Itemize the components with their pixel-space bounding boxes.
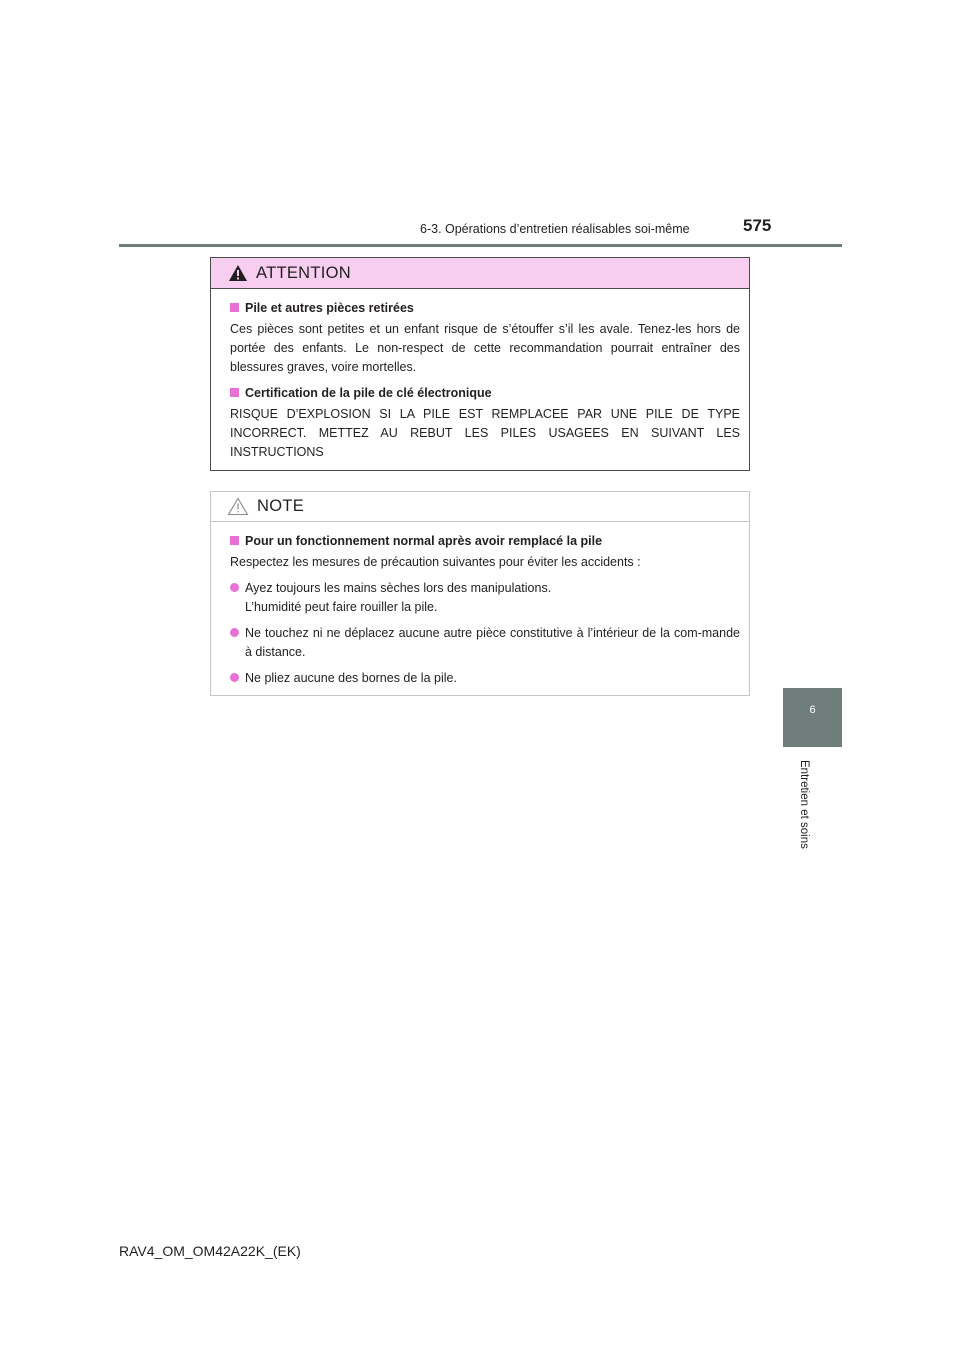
- header-rule: [119, 244, 842, 247]
- page-number: 575: [743, 216, 772, 235]
- attention-section-text: RISQUE D’EXPLOSION SI LA PILE EST REMPLACEE PAR UNE PILE DE TYPE INCORRECT. METTEZ AU REBUT LES PILES USAGEES EN SUIVANT LES INSTRUCTIONS: [230, 407, 740, 459]
- note-header: [211, 492, 749, 522]
- attention-header: [211, 258, 749, 289]
- note-heading: Pour un fonctionnement normal après avoir remplacé la pile: [245, 534, 603, 548]
- list-item-text: Ne touchez ni ne déplacez aucune autre pièce constitutive à l’intérieur de la com-mande à distance.: [245, 626, 740, 659]
- note-body: [211, 522, 749, 688]
- chapter-title: Entretien et soins: [798, 760, 810, 849]
- chapter-tab: [783, 688, 842, 747]
- square-bullet-icon: [230, 388, 239, 397]
- attention-box: [210, 257, 750, 471]
- list-item: [230, 624, 740, 662]
- note-title: NOTE: [257, 497, 305, 515]
- note-section-heading: [230, 532, 740, 551]
- square-bullet-icon: [230, 303, 239, 312]
- list-item-text: Ne pliez aucune des bornes de la pile.: [245, 671, 457, 685]
- round-bullet-icon: [230, 673, 239, 682]
- attention-section-heading: [230, 299, 740, 318]
- round-bullet-icon: [230, 583, 239, 592]
- attention-heading-2: Certification de la pile de clé électronique: [245, 386, 492, 400]
- attention-section-heading: [230, 384, 740, 403]
- warning-triangle-filled-icon: [228, 264, 248, 282]
- list-item-text: [245, 579, 740, 617]
- attention-title: ATTENTION: [256, 263, 351, 282]
- list-item-line: L’humidité peut faire rouiller la pile.: [245, 600, 438, 614]
- attention-section-text: Ces pièces sont petites et un enfant risque de s’étouffer s’il les avale. Tenez-les hors de portée des enfants. Le non-respect de cette recommandation pourrait entraîner des blessures graves, voire mortelles.: [230, 322, 740, 374]
- note-box: [210, 491, 750, 696]
- attention-heading-1: Pile et autres pièces retirées: [245, 301, 414, 315]
- list-item-line: Ayez toujours les mains sèches lors des manipulations.: [245, 581, 552, 595]
- chapter-number: 6: [809, 704, 816, 716]
- header-section-title: 6-3. Opérations d’entretien réalisables soi-même: [420, 222, 690, 236]
- round-bullet-icon: [230, 628, 239, 637]
- attention-body: [211, 289, 749, 462]
- note-intro: Respectez les mesures de précaution suivantes pour éviter les accidents :: [230, 555, 641, 569]
- warning-triangle-outline-icon: [227, 497, 249, 516]
- list-item: [230, 669, 740, 688]
- list-item: [230, 579, 740, 617]
- square-bullet-icon: [230, 536, 239, 545]
- footer-doc-code: RAV4_OM_OM42A22K_(EK): [119, 1243, 301, 1259]
